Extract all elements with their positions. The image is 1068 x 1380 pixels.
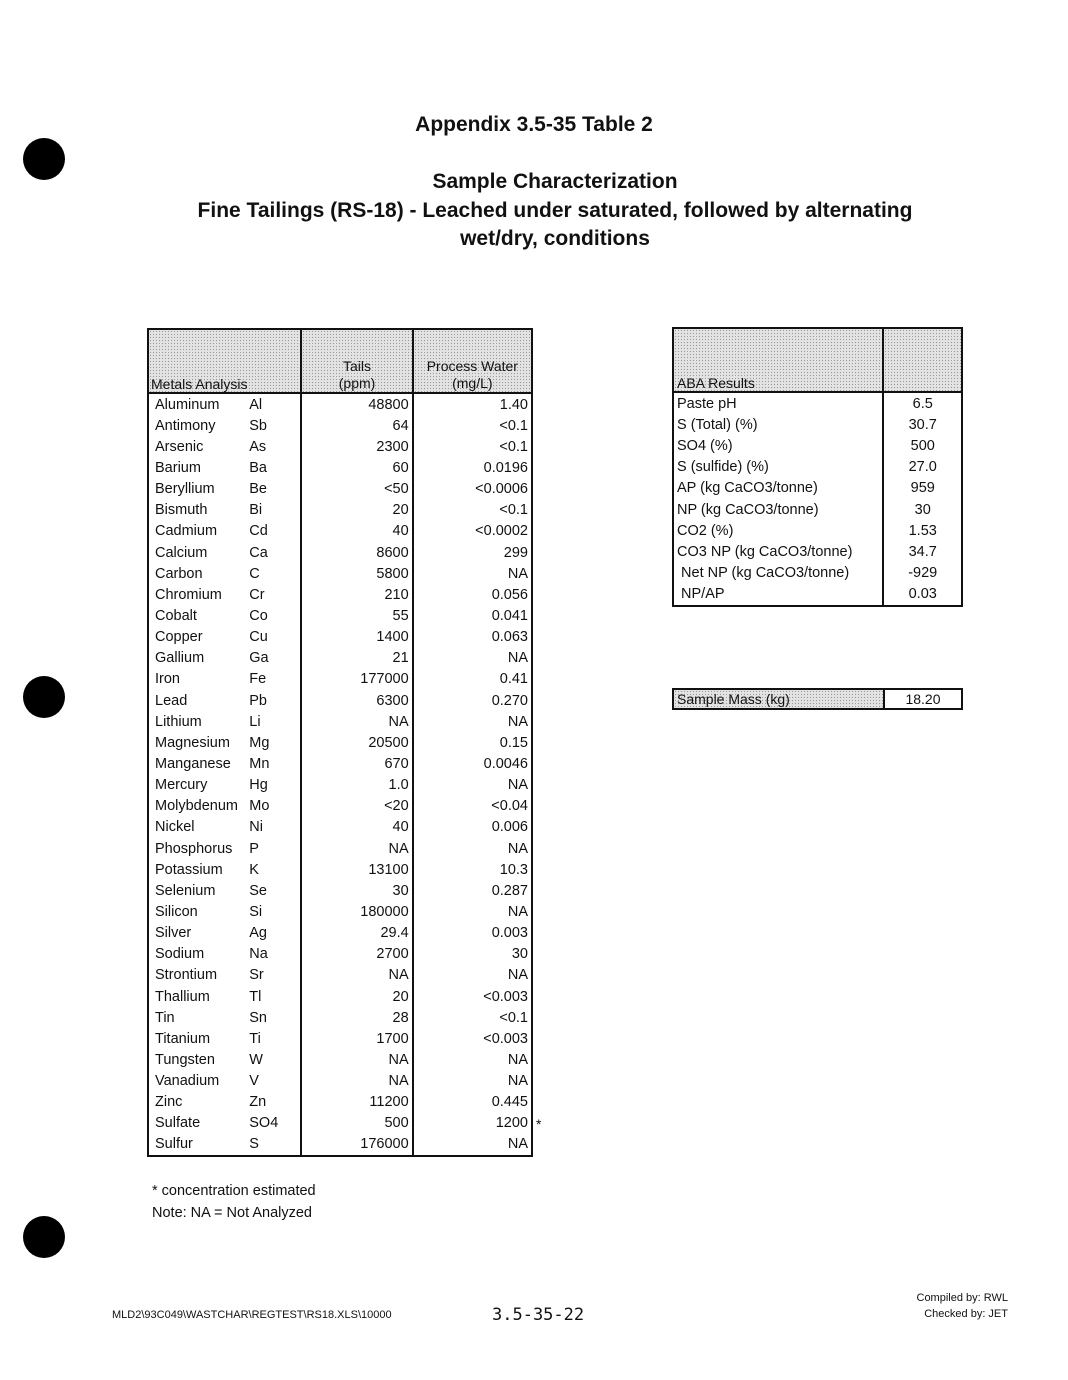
tails-value: NA	[301, 711, 412, 732]
element-name: Iron	[155, 671, 180, 688]
process-water-value: <0.003	[483, 988, 528, 1005]
element-name: Copper	[155, 629, 203, 646]
table-row	[148, 817, 532, 838]
element-name: Thallium	[155, 988, 210, 1005]
table-row	[148, 436, 532, 457]
table-row	[148, 796, 532, 817]
tails-value: 55	[301, 605, 412, 626]
tails-value: 6300	[301, 690, 412, 711]
process-water-value: 0.056	[491, 586, 528, 603]
element-name: Titanium	[155, 1030, 211, 1047]
element-name: Sodium	[155, 946, 205, 963]
tails-value: 670	[301, 753, 412, 774]
tails-column-header	[301, 329, 412, 393]
element-symbol: K	[249, 861, 259, 878]
table-row	[148, 1113, 532, 1134]
process-water-value: 30	[511, 946, 528, 963]
element-name: Gallium	[155, 650, 205, 667]
aba-parameter: NP (kg CaCO3/tonne)	[677, 501, 819, 518]
tails-value: 20	[301, 500, 412, 521]
table-row	[148, 415, 532, 436]
aba-results-header: ABA Results	[673, 328, 883, 392]
table-row	[673, 520, 962, 541]
process-water-value: NA	[507, 903, 528, 920]
element-symbol: Co	[249, 607, 268, 624]
process-water-value: NA	[507, 967, 528, 984]
table-row	[148, 1007, 532, 1028]
process-water-value: 0.041	[491, 607, 528, 624]
tails-value: 64	[301, 415, 412, 436]
tails-value: NA	[301, 1071, 412, 1092]
process-water-value: <0.0006	[475, 481, 528, 498]
element-symbol: Pb	[249, 692, 267, 709]
note-not-analyzed: Note: NA = Not Analyzed	[152, 1205, 312, 1221]
element-name: Lithium	[155, 713, 202, 730]
tails-value: NA	[301, 965, 412, 986]
element-symbol: Li	[249, 713, 261, 730]
process-water-value: NA	[507, 650, 528, 667]
element-symbol: Ag	[249, 925, 267, 942]
tails-value: 11200	[301, 1092, 412, 1113]
tails-header-line2: (ppm)	[338, 375, 376, 391]
process-water-value: 0.006	[491, 819, 528, 836]
element-symbol: Mg	[249, 734, 270, 751]
element-name: Cobalt	[155, 607, 197, 624]
element-symbol: Sn	[249, 1009, 267, 1026]
table-row	[673, 541, 962, 562]
tails-value: <50	[301, 479, 412, 500]
table-row	[148, 986, 532, 1007]
subtitle-line-2: Fine Tailings (RS-18) - Leached under saturated, followed by alternating	[197, 199, 913, 222]
footer-file-path: MLD2\93C049\WASTCHAR\REGTEST\RS18.XLS\10000	[112, 1309, 392, 1321]
table-row	[148, 711, 532, 732]
table-row	[148, 901, 532, 922]
footer-page-number: 3.5-35-22	[492, 1305, 585, 1325]
process-water-value: 0.445	[491, 1094, 528, 1111]
aba-parameter: Net NP (kg CaCO3/tonne)	[677, 565, 850, 582]
process-water-value: <0.1	[499, 1009, 528, 1026]
aba-value: 1.53	[883, 520, 962, 541]
table-row	[673, 457, 962, 478]
table-row	[148, 457, 532, 478]
element-name: Aluminum	[155, 396, 220, 413]
element-symbol: W	[249, 1051, 263, 1068]
element-symbol: Se	[249, 882, 267, 899]
process-water-value: NA	[507, 1073, 528, 1090]
element-name: Nickel	[155, 819, 195, 836]
aba-value: 6.5	[883, 392, 962, 414]
aba-header-row	[673, 328, 962, 392]
process-water-value: <0.0002	[475, 523, 528, 540]
table-row	[148, 500, 532, 521]
table-row	[148, 923, 532, 944]
element-symbol: C	[249, 565, 260, 582]
element-name: Selenium	[155, 882, 216, 899]
note-estimated: * concentration estimated	[152, 1183, 316, 1199]
table-row	[148, 690, 532, 711]
element-symbol: Sb	[249, 417, 267, 434]
process-water-column-header	[413, 329, 532, 393]
sample-mass-value: 18.20	[884, 689, 962, 709]
element-name: Strontium	[155, 967, 218, 984]
aba-parameter: S (sulfide) (%)	[677, 459, 769, 476]
aba-value: 27.0	[883, 457, 962, 478]
tails-value: 28	[301, 1007, 412, 1028]
footer-compiled-by: Compiled by: RWL	[916, 1292, 1008, 1304]
tails-value: 2300	[301, 436, 412, 457]
aba-parameter: CO3 NP (kg CaCO3/tonne)	[677, 543, 853, 560]
element-symbol: Hg	[249, 777, 268, 794]
aba-value: 0.03	[883, 584, 962, 606]
element-name: Tungsten	[155, 1051, 215, 1068]
aba-value: 959	[883, 478, 962, 499]
process-water-value: 0.15	[499, 734, 528, 751]
table-row	[148, 859, 532, 880]
element-name: Lead	[155, 692, 188, 709]
element-name: Magnesium	[155, 734, 230, 751]
subtitle-line-1: Sample Characterization	[432, 170, 678, 193]
footer-checked-by: Checked by: JET	[924, 1308, 1008, 1320]
tails-value: 29.4	[301, 923, 412, 944]
tails-value: 177000	[301, 669, 412, 690]
element-symbol: As	[249, 438, 267, 455]
aba-parameter: AP (kg CaCO3/tonne)	[677, 480, 818, 497]
page-title: Appendix 3.5-35 Table 2	[415, 113, 653, 136]
tails-value: 21	[301, 648, 412, 669]
table-row	[673, 499, 962, 520]
table-row	[148, 1092, 532, 1113]
table-row	[148, 669, 532, 690]
aba-parameter: Paste pH	[677, 395, 737, 412]
process-water-value: <0.1	[499, 417, 528, 434]
element-symbol: Be	[249, 481, 267, 498]
process-water-value: NA	[507, 713, 528, 730]
element-symbol: Mn	[249, 755, 270, 772]
tails-value: 48800	[301, 393, 412, 415]
table-row	[148, 753, 532, 774]
process-water-value: 0.0046	[483, 755, 528, 772]
tails-value: 5800	[301, 563, 412, 584]
process-water-value: NA	[507, 777, 528, 794]
table-row	[148, 393, 532, 415]
tails-value: 60	[301, 457, 412, 478]
element-name: Molybdenum	[155, 798, 239, 815]
table-row	[148, 648, 532, 669]
tails-value: 1700	[301, 1028, 412, 1049]
element-name: Beryllium	[155, 481, 215, 498]
subtitle-line-3: wet/dry, conditions	[460, 227, 650, 250]
element-name: Tin	[155, 1009, 175, 1026]
process-water-value: NA	[507, 1051, 528, 1068]
process-water-value: 0.003	[491, 925, 528, 942]
element-symbol: Tl	[249, 988, 262, 1005]
table-row	[673, 584, 962, 606]
table-row	[148, 965, 532, 986]
process-water-value: 1200	[495, 1115, 528, 1132]
tails-header-line1: Tails	[343, 358, 372, 374]
element-symbol: Na	[249, 946, 268, 963]
table-row	[148, 1049, 532, 1070]
element-symbol: Fe	[249, 671, 267, 688]
table-row	[148, 627, 532, 648]
tails-value: 1400	[301, 627, 412, 648]
binder-hole-top	[23, 138, 65, 180]
tails-value: 13100	[301, 859, 412, 880]
element-name: Silver	[155, 925, 192, 942]
tails-value: 40	[301, 521, 412, 542]
element-name: Sulfur	[155, 1136, 193, 1153]
element-symbol: Al	[249, 396, 263, 413]
binder-hole-middle	[23, 676, 65, 718]
table-row	[148, 1028, 532, 1049]
aba-value-header	[883, 328, 962, 392]
element-symbol: P	[249, 840, 259, 857]
aba-value: 30.7	[883, 414, 962, 435]
process-water-value: NA	[507, 840, 528, 857]
table-row	[673, 478, 962, 499]
aba-parameter: CO2 (%)	[677, 522, 734, 539]
table-row	[148, 584, 532, 605]
element-symbol: V	[249, 1073, 259, 1090]
element-name: Manganese	[155, 755, 231, 772]
aba-results-table	[672, 327, 963, 607]
table-row	[148, 880, 532, 901]
element-name: Calcium	[155, 544, 208, 561]
process-water-value: NA	[507, 565, 528, 582]
table-row	[148, 944, 532, 965]
element-symbol: S	[249, 1136, 259, 1153]
aba-value: -929	[883, 563, 962, 584]
sample-mass-table	[672, 688, 963, 710]
table-row	[148, 732, 532, 753]
element-symbol: Bi	[249, 502, 263, 519]
element-name: Chromium	[155, 586, 222, 603]
element-symbol: Cu	[249, 629, 268, 646]
sample-mass-label: Sample Mass (kg)	[673, 689, 884, 709]
tails-value: 210	[301, 584, 412, 605]
tails-value: 8600	[301, 542, 412, 563]
process-water-header-line2: (mg/L)	[452, 375, 493, 391]
tails-value: 20500	[301, 732, 412, 753]
element-name: Potassium	[155, 861, 223, 878]
table-row	[148, 542, 532, 563]
tails-value: 20	[301, 986, 412, 1007]
tails-value: 30	[301, 880, 412, 901]
table-row	[148, 563, 532, 584]
table-row	[148, 521, 532, 542]
aba-value: 500	[883, 435, 962, 456]
element-name: Vanadium	[155, 1073, 220, 1090]
aba-value: 30	[883, 499, 962, 520]
binder-hole-bottom	[23, 1216, 65, 1258]
process-water-value: 1.40	[499, 396, 528, 413]
element-name: Mercury	[155, 777, 208, 794]
metals-header-row	[148, 329, 532, 393]
table-row	[148, 1071, 532, 1092]
sample-mass-row	[673, 689, 962, 709]
metals-analysis-table	[147, 328, 533, 1157]
tails-value: 2700	[301, 944, 412, 965]
tails-value: 500	[301, 1113, 412, 1134]
tails-value: 40	[301, 817, 412, 838]
element-name: Antimony	[155, 417, 216, 434]
process-water-value: NA	[507, 1136, 528, 1153]
element-symbol: Cd	[249, 523, 268, 540]
process-water-value: <0.04	[491, 798, 528, 815]
tails-value: NA	[301, 838, 412, 859]
element-name: Zinc	[155, 1094, 183, 1111]
element-symbol: SO4	[249, 1115, 279, 1132]
tails-value: <20	[301, 796, 412, 817]
element-name: Arsenic	[155, 438, 204, 455]
metals-analysis-header: Metals Analysis	[148, 329, 301, 393]
process-water-value: 0.270	[491, 692, 528, 709]
tails-value: 1.0	[301, 775, 412, 796]
tails-value: NA	[301, 1049, 412, 1070]
process-water-header-line1: Process Water	[426, 358, 518, 374]
element-symbol: Ca	[249, 544, 268, 561]
element-name: Carbon	[155, 565, 203, 582]
aba-parameter: NP/AP	[677, 586, 725, 603]
sulfate-estimated-marker: *	[536, 1116, 542, 1132]
table-row	[148, 838, 532, 859]
table-row	[673, 435, 962, 456]
element-symbol: Sr	[249, 967, 264, 984]
process-water-value: 299	[503, 544, 528, 561]
tails-value: 176000	[301, 1134, 412, 1156]
process-water-value: 0.287	[491, 882, 528, 899]
process-water-value: 10.3	[499, 861, 528, 878]
element-name: Barium	[155, 459, 201, 476]
element-symbol: Ga	[249, 650, 269, 667]
table-row	[148, 775, 532, 796]
table-row	[673, 563, 962, 584]
process-water-value: <0.003	[483, 1030, 528, 1047]
aba-parameter: SO4 (%)	[677, 437, 733, 454]
element-name: Bismuth	[155, 502, 208, 519]
element-name: Phosphorus	[155, 840, 233, 857]
table-row	[148, 1134, 532, 1156]
element-symbol: Ti	[249, 1030, 261, 1047]
element-symbol: Ni	[249, 819, 263, 836]
table-row	[673, 414, 962, 435]
table-row	[673, 392, 962, 414]
element-name: Cadmium	[155, 523, 218, 540]
element-name: Silicon	[155, 903, 198, 920]
process-water-value: 0.41	[499, 671, 528, 688]
element-symbol: Zn	[249, 1094, 267, 1111]
process-water-value: 0.063	[491, 629, 528, 646]
element-symbol: Cr	[249, 586, 265, 603]
table-row	[148, 605, 532, 626]
process-water-value: <0.1	[499, 502, 528, 519]
table-row	[148, 479, 532, 500]
aba-value: 34.7	[883, 541, 962, 562]
element-symbol: Mo	[249, 798, 270, 815]
element-symbol: Ba	[249, 459, 267, 476]
process-water-value: <0.1	[499, 438, 528, 455]
element-name: Sulfate	[155, 1115, 201, 1132]
element-symbol: Si	[249, 903, 263, 920]
tails-value: 180000	[301, 901, 412, 922]
process-water-value: 0.0196	[483, 459, 528, 476]
aba-parameter: S (Total) (%)	[677, 416, 758, 433]
